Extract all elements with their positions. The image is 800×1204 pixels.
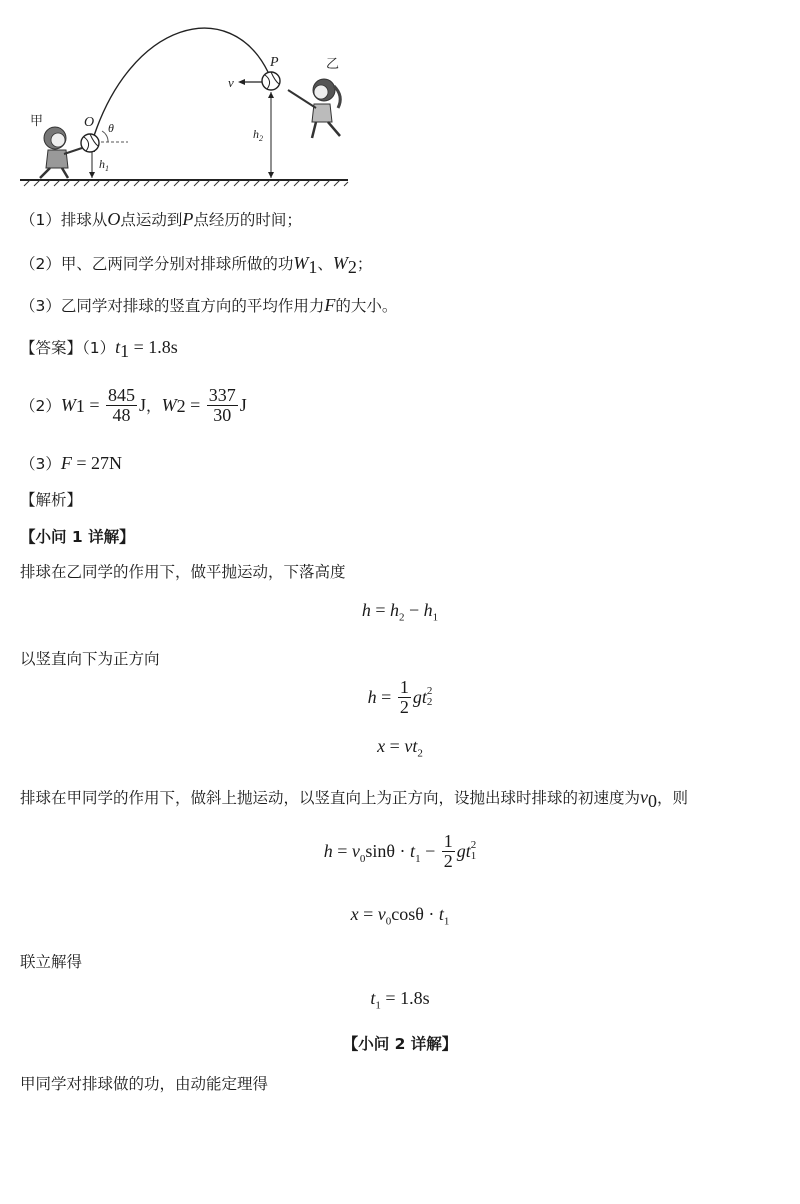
question-1 [20, 208, 302, 230]
label-v: v [228, 75, 234, 90]
equation-2 [0, 678, 800, 717]
equation-6 [0, 988, 800, 1012]
eq1-minus: − [404, 600, 424, 620]
eq4-den: 2 [443, 850, 453, 871]
a2-eq1: = [84, 394, 105, 415]
question-2 [20, 252, 372, 278]
eq2-sub: 2 [426, 696, 433, 709]
answer-2 [20, 386, 247, 425]
eq4-h: h [323, 840, 333, 861]
eq2-den: 2 [399, 696, 409, 717]
q2-suffix: ； [356, 255, 373, 273]
eq4-sin: sinθ · [365, 840, 411, 861]
volleyball-icon [262, 72, 280, 90]
question-3 [20, 294, 397, 316]
eq2-eq: = [376, 686, 396, 707]
label-jia: 甲 [30, 114, 44, 129]
analysis-p2: 以竖直向下为正方向 [20, 650, 160, 668]
volleyball-icon [81, 134, 99, 152]
eq4-eq: = [332, 840, 352, 861]
a2-comma: ， [146, 397, 162, 416]
q3-F: F [324, 295, 336, 315]
analysis-label: 【解析】 [20, 491, 83, 509]
trajectory-curve [92, 28, 268, 142]
a2-W2-sub: 2 [176, 395, 186, 416]
girl-yi-figure [288, 79, 340, 138]
q2-W1: W [293, 253, 309, 273]
a2-fraction-2 [207, 386, 238, 425]
volleyball-diagram [0, 0, 400, 200]
a3-F: F [60, 453, 72, 473]
equation-3 [0, 736, 800, 760]
q2-W2-sub: 2 [347, 257, 357, 278]
eq4-v0-sub: 0 [359, 852, 366, 865]
label-h2: $h_2$ [253, 127, 263, 143]
eq6-t: t [370, 988, 376, 1008]
label-yi: 乙 [326, 57, 340, 72]
eq4-v0: v [351, 840, 360, 861]
q2-W2: W [332, 253, 348, 273]
q2-sep: 、 [317, 255, 333, 273]
eq1-h2-sub: 2 [399, 611, 405, 624]
eq4-gt: gt [456, 840, 471, 861]
eq1-h2: h [390, 600, 399, 620]
a2-W1: W [60, 394, 76, 415]
eq5-eq: = [358, 904, 378, 924]
h2-arrowhead-bottom [268, 172, 274, 178]
eq6-t-sub: 1 [375, 999, 381, 1012]
eq4-sup: 2 [470, 839, 477, 852]
eq4-t1-sub: 1 [415, 852, 421, 865]
eq2-h: h [367, 686, 377, 707]
a3-prefix: （3） [20, 455, 61, 473]
a2-num1: 845 [108, 385, 136, 405]
eq5-cos: cosθ · [391, 904, 439, 924]
analysis-p4: 联立解得 [20, 953, 83, 971]
equation-1 [0, 600, 800, 624]
equation-5 [0, 904, 800, 928]
a2-fraction-1 [106, 386, 137, 425]
eq3-x: x [377, 736, 386, 756]
a1-t-sub: 1 [120, 341, 130, 362]
eq2-sup: 2 [426, 685, 433, 698]
eq4-minus: − [420, 840, 440, 861]
eq1-eq: = [370, 600, 390, 620]
eq3-eq: = [385, 736, 405, 756]
q2-W1-sub: 1 [308, 257, 318, 278]
p3-text: 排球在甲同学的作用下，做斜上抛运动，以竖直向上为正方向，设抛出球时排球的初速度为 [20, 789, 641, 807]
a1-t: t [115, 337, 121, 357]
a2-den2: 30 [213, 404, 232, 425]
eq6-value: = 1.8s [380, 988, 430, 1008]
q2-text: （2）甲、乙两同学分别对排球所做的功 [20, 255, 294, 273]
analysis-p5: 甲同学对排球做的功，由动能定理得 [20, 1075, 269, 1093]
p3-v0: v [640, 787, 649, 807]
eq5-t1-sub: 1 [443, 915, 450, 928]
eq4-fraction [442, 832, 455, 871]
eq5-v0-sub: 0 [385, 915, 392, 928]
a2-den1: 48 [112, 404, 131, 425]
eq3-sub: 2 [417, 747, 423, 760]
eq4-num: 1 [443, 831, 453, 851]
label-O: O [84, 115, 95, 130]
answer-3 [20, 452, 122, 474]
velocity-arrowhead [238, 79, 245, 85]
a2-num2: 337 [208, 385, 236, 405]
a2-unit1: J [139, 394, 147, 415]
a2-W2: W [161, 394, 177, 415]
h1-arrowhead-bottom [89, 172, 95, 178]
eq1-h1-sub: 1 [432, 611, 439, 624]
eq3-vt: vt [404, 736, 418, 756]
q1-P: P [182, 209, 194, 229]
eq4-scripts [471, 840, 477, 862]
a2-prefix: （2） [20, 397, 61, 416]
answer-1 [20, 336, 178, 362]
analysis-p3 [20, 786, 688, 812]
eq2-gt: gt [412, 686, 427, 707]
eq4-t1: t [410, 840, 416, 861]
q1-suffix: 点经历的时间； [193, 211, 302, 229]
p3-v0-sub: 0 [648, 791, 658, 812]
a2-W1-sub: 1 [75, 395, 85, 416]
label-P: P [270, 55, 279, 70]
q1-text: （1）排球从 [20, 211, 108, 229]
eq5-t1: t [438, 904, 444, 924]
answer-label: 【答案】 [20, 339, 83, 357]
a2-eq2: = [185, 394, 205, 415]
eq2-num: 1 [399, 677, 409, 697]
eq4-sub: 1 [470, 850, 477, 863]
eq2-fraction [398, 678, 411, 717]
equation-4 [0, 832, 800, 871]
sub2-title: 【小问 2 详解】 [342, 1035, 458, 1053]
a3-value: = 27N [71, 453, 123, 473]
eq1-h: h [361, 600, 371, 620]
girl-jia-figure [40, 127, 82, 178]
eq2-scripts [427, 686, 433, 708]
sub1-title: 【小问 1 详解】 [20, 528, 135, 546]
label-theta: θ [108, 121, 114, 135]
analysis-p1: 排球在乙同学的作用下，做平抛运动，下落高度 [20, 563, 346, 581]
label-h1: $h_1$ [99, 157, 109, 173]
eq5-v0: v [377, 904, 386, 924]
p3-suffix: ，则 [657, 789, 689, 807]
a1-value: = 1.8s [129, 337, 178, 357]
h2-arrowhead-top [268, 92, 274, 98]
q3-suffix: 的大小。 [335, 297, 398, 315]
a1-prefix: （1） [82, 339, 116, 357]
q1-mid: 点运动到 [120, 211, 183, 229]
a2-unit2: J [239, 394, 247, 415]
q1-O: O [107, 209, 121, 229]
eq5-x: x [350, 904, 359, 924]
q3-text: （3）乙同学对排球的竖直方向的平均作用力 [20, 297, 325, 315]
eq1-h1: h [423, 600, 433, 620]
